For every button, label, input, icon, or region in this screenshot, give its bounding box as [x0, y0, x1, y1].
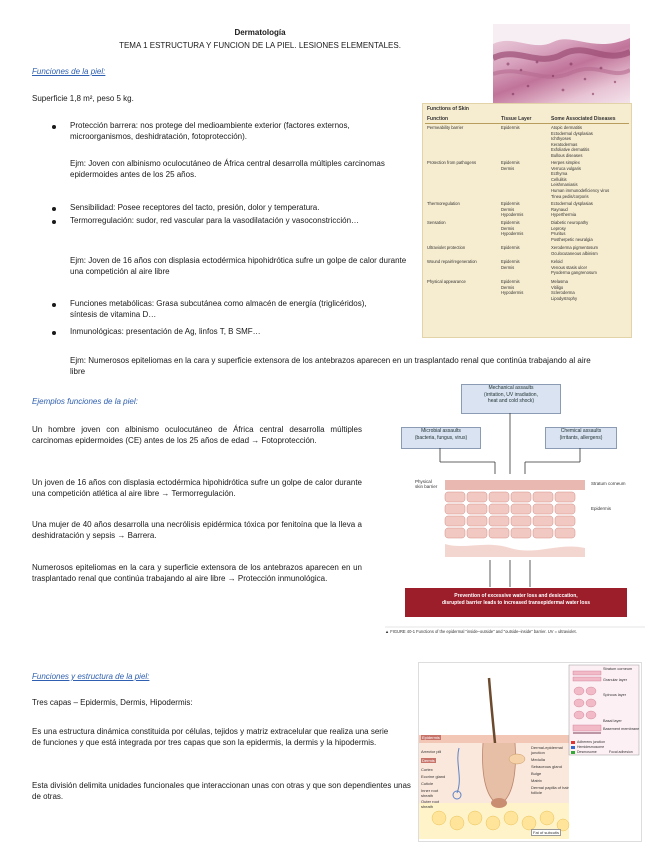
anatomy-drawing [419, 663, 641, 841]
table-cell: Ultraviolet protection [427, 245, 466, 250]
legend-item: Desmosome [577, 750, 597, 754]
table-cell: Ectodermal dysplasias Raynaud Hyperthermia [551, 201, 593, 218]
skin-histology-image [493, 24, 630, 104]
physical-barrier-label: Physical skin barrier [415, 479, 438, 489]
table-cell: Atopic dermatitis Ectodermal dysplasias Ichthyoses Keratodermas Exfoliative dermatitis Bullous diseases [551, 125, 593, 158]
table-cell: Epidermis Dermis Hypodermis [501, 279, 524, 296]
anatomy-label: Medulla [531, 757, 546, 762]
figure-caption: ▲ FIGURE 40-1 Functions of the epidermal "inside–outside" and "outside–inside" barrier. UV = ultraviolet. [385, 629, 577, 634]
example-trasplantado: Ejm: Numerosos epiteliomas en la cara y superficie extensora de los antebrazos aparecen en un trasplantado renal que continúa trabajando al aire libre [70, 356, 591, 376]
example-paragraph-1: Un hombre joven con albinismo oculocutáneo de África central desarrolla múltiples carcinomas epidermoides (CE) antes de los 25 años de edad → Fotoprotección. [32, 425, 362, 445]
table-cell: Permeability barrier [427, 125, 464, 130]
anatomy-label: Cuticle [421, 781, 434, 786]
page-subtitle: TEMA 1 ESTRUCTURA Y FUNCION DE LA PIEL. LESIONES ELEMENTALES. [119, 41, 401, 50]
bullet-dot [52, 331, 56, 335]
bullet-termorregulacion: Termorregulación: sudor, red vascular para la vasodilatación y vasoconstricción… [70, 216, 360, 225]
bullet-dot [52, 125, 56, 129]
inset-label: Basal layer [603, 719, 622, 723]
bullet-inmunologicas: Inmunológicas: presentación de Ag, linfos T, B SMF… [70, 327, 261, 336]
table-cell: Keloid Venous stasis ulcer Pyoderma gangrenosum [551, 259, 597, 276]
section-heading-funciones: Funciones de la piel: [32, 67, 106, 76]
table-cell: Wound repair/regeneration [427, 259, 477, 264]
anatomy-label: Sebaceous gland [531, 764, 562, 769]
bullet-barrera: Protección barrera: nos protege del medioambiente exterior (factores externos, microorganismos, deshidratación, fotoprotección). [70, 121, 350, 141]
anatomy-label: Fat of subcutis [533, 830, 560, 835]
bullet-dot [52, 207, 56, 211]
table-cell: Epidermis [501, 245, 520, 250]
bullet-dot [52, 303, 56, 307]
three-layers-text: Tres capas – Epidermis, Dermis, Hipodermis: [32, 698, 193, 707]
mechanical-assaults-box: Mechanical assaults (irritation, UV irradiation, heat and cold shock) [461, 384, 561, 414]
legend-item: Adherens junction [577, 740, 606, 744]
bullet-dot [52, 220, 56, 224]
skin-anatomy-figure [418, 662, 642, 842]
table-cell: Melasma Vitiligo Scleroderma Lipodystrophy [551, 279, 578, 301]
example-paragraph-3: Una mujer de 40 años desarrolla una necrólisis epidérmica tóxica por fenitoína que la lleva a deshidratación y sepsis → Barrera. [32, 520, 362, 540]
anatomy-label: Inner root sheath [421, 788, 439, 798]
example-displasia: Ejm: Joven de 16 años con displasia ectodérmica hipohidrótica sufre un golpe de calor durante una competición al aire libre [70, 256, 407, 276]
table-header-function: Function [427, 116, 449, 122]
legend-item: Hemidesmosome [577, 745, 605, 749]
barrier-figure [385, 382, 645, 640]
table-cell: Herpes simplex Verruca vulgaris Ecthyma Cellulitis Leishmaniasis Human immunodeficiency virus Tinea pedis/corporis [551, 160, 610, 199]
table-cell: Sensation [427, 220, 446, 225]
surface-text: Superficie 1,8 m², peso 5 kg. [32, 94, 134, 103]
structure-paragraph-1: Es una estructura dinámica constituida por células, tejidos y matriz extracelular que realiza una serie de funciones y que está integrada por tres capas que son la epidermis, la dermis y la hipodermis. [32, 727, 389, 747]
anatomy-label: Bulge [531, 771, 542, 776]
section-heading-estructura: Funciones y estructura de la piel: [32, 672, 150, 681]
inset-label: Spinous layer [603, 693, 627, 697]
inset-label: Basement membrane [603, 727, 640, 731]
table-cell: Thermoregulation [427, 201, 460, 206]
table-cell: Diabetic neuropathy Leprosy Pruritus Postherpetic neuralgia [551, 220, 593, 242]
epidermis-label: Epidermis [591, 506, 612, 511]
example-paragraph-4: Numerosos epiteliomas en la cara y superficie extensora de los antebrazos aparecen en un trasplantado renal que continúa trabajando al aire libre → Protección inmunológica. [32, 563, 362, 583]
anatomy-label: Matrix [531, 778, 542, 783]
microbial-assaults-box: Microbial assaults (bacteria, fungus, virus) [401, 427, 481, 449]
table-header-diseases: Some Associated Diseases [551, 116, 616, 122]
structure-paragraph-2: Esta división delimita unidades funcionales que interaccionan unas con otras y que son dependientes unas de otras. [32, 781, 411, 801]
legend-item: Focal adhesion [609, 750, 633, 754]
table-cell: Epidermis Dermis [501, 160, 520, 171]
page-title: Dermatología [234, 28, 286, 37]
table-cell: Epidermis Dermis Hypodermis [501, 201, 524, 218]
example-paragraph-2: Un joven de 16 años con displasia ectodérmica hipohidrótica sufre un golpe de calor durante una competición atlética al aire libre → Termorregulación. [32, 478, 362, 498]
functions-table [422, 103, 632, 338]
anatomy-label: Dermal papilla of hair follicle [531, 785, 569, 795]
table-cell: Physical appearance [427, 279, 466, 284]
anatomy-label: Outer root sheath [421, 799, 440, 809]
stratum-corneum-label: Stratum corneum [591, 481, 626, 486]
anatomy-label: Cortex [421, 767, 433, 772]
inset-label: Stratum corneum [603, 667, 633, 671]
table-header-layer: Tissue Layer [501, 116, 532, 122]
section-heading-ejemplos: Ejemplos funciones de la piel: [32, 397, 138, 406]
bullet-sensibilidad: Sensibilidad: Posee receptores del tacto, presión, dolor y temperatura. [70, 203, 320, 212]
table-cell: Epidermis Dermis [501, 259, 520, 270]
bullet-metabolicas: Funciones metabólicas: Grasa subcutánea como almacén de energía (triglicéridos), síntesis de vitamina D… [70, 299, 367, 319]
chemical-assaults-box: Chemical assaults (irritants, allergens) [545, 427, 617, 449]
anatomy-label: Eccrine gland [421, 774, 446, 779]
table-cell: Epidermis [501, 125, 520, 130]
anatomy-label: Epidermis [422, 735, 440, 740]
anatomy-label: Dermis [422, 758, 435, 763]
prevention-box: Prevention of excessive water loss and desiccation, disrupted barrier leads to increased transepidermal water loss [405, 588, 627, 617]
table-cell: Protection from pathogens [427, 160, 477, 165]
anatomy-label: Arrector pili [421, 749, 442, 754]
table-title: Functions of Skin [427, 106, 469, 112]
table-cell: Epidermis Dermis Hypodermis [501, 220, 524, 237]
inset-label: Granular layer [603, 678, 628, 682]
anatomy-label: Dermal-epidermal junction [531, 745, 563, 755]
table-cell: Xeroderma pigmentosum Oculocutaneous albinism [551, 245, 599, 256]
example-albinismo: Ejm: Joven con albinismo oculocutáneo de África central desarrolla múltiples carcinomas epidermoides antes de los 25 años. [70, 159, 385, 179]
